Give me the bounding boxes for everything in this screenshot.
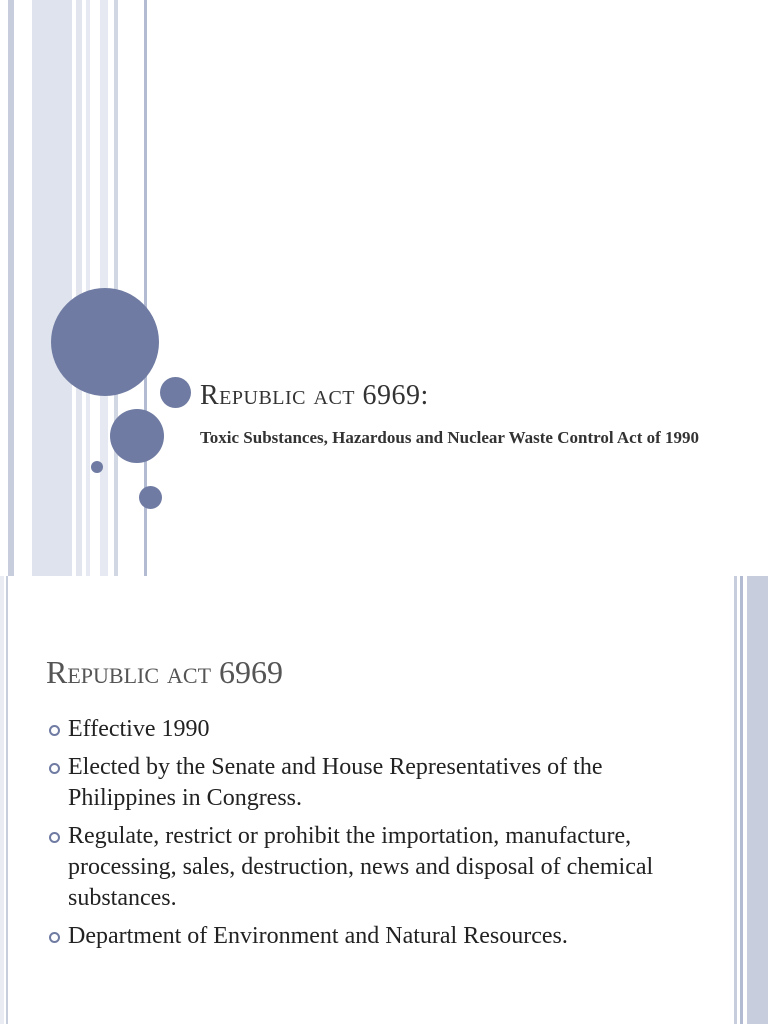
content-slide: [0, 576, 768, 1024]
small-circle-decoration: [160, 377, 191, 408]
hollow-circle-bullet-icon: [49, 725, 60, 736]
list-item-text: Regulate, restrict or prohibit the importation, manufacture, processing, sales, destruction, news and disposal of chemical substances.: [68, 823, 654, 911]
hollow-circle-bullet-icon: [49, 932, 60, 943]
list-item: [46, 821, 686, 914]
list-item: [46, 752, 686, 814]
small-circle-decoration-2: [139, 486, 162, 509]
tiny-circle-decoration: [91, 461, 103, 473]
list-item-text: Department of Environment and Natural Resources.: [68, 923, 568, 949]
hollow-circle-bullet-icon: [49, 832, 60, 843]
large-circle-decoration: [51, 288, 159, 396]
list-item: [46, 714, 686, 745]
list-item: [46, 921, 686, 952]
slide-subtitle: Toxic Substances, Hazardous and Nuclear Waste Control Act of 1990: [200, 428, 700, 447]
slide-title: Republic act 6969:: [200, 380, 429, 411]
bullet-list: [46, 714, 686, 959]
list-item-text: Elected by the Senate and House Representatives of the Philippines in Congress.: [68, 754, 603, 811]
list-item-text: Effective 1990: [68, 716, 210, 742]
hollow-circle-bullet-icon: [49, 763, 60, 774]
content-title: Republic act 6969: [46, 654, 284, 690]
medium-circle-decoration: [110, 409, 164, 463]
